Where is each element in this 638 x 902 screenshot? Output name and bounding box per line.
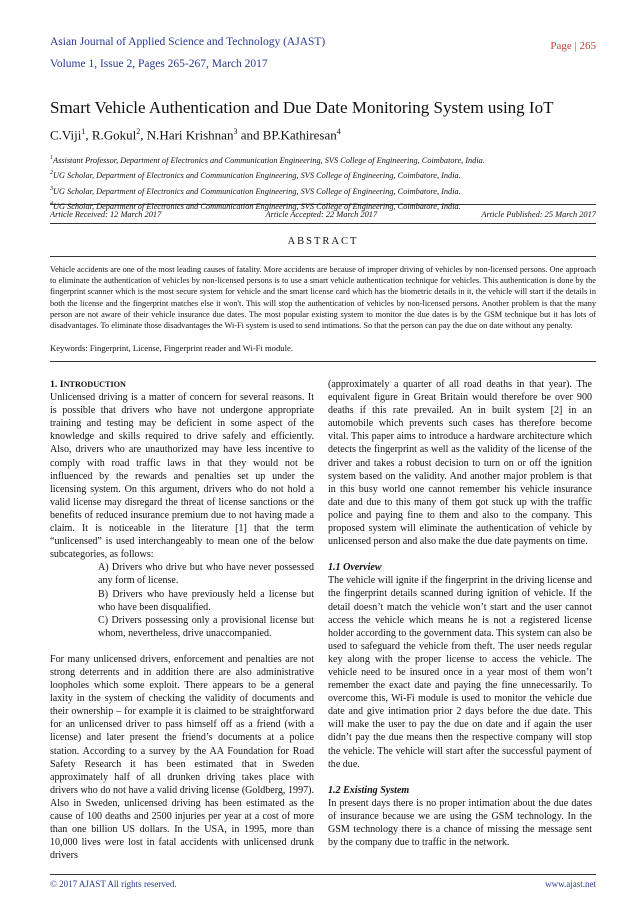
abstract-text: Vehicle accidents are one of the most leading causes of fatality. More accidents are because of improper driving of vehicles by non-licensed persons. One approach to eliminate the authentication of vehicles by non-licensed persons is to use a smart vehicle authentication technique for vehicles. This authentication is done by the fingerprint scanner which is the most secure system for vehicle and the smart license card which has the biometric details in it, the vehicle will start if the details in both the license and the fingerprint matches else it won't. This will stop the authentication of vehicles by non-licensed persons. Another problem is that the many person are not aware of their vehicle insurance due dates. The most popular existing system to monitor the due dates is by the GSM technique but it has lots of disadvantages. To eliminate those disadvantages the Wi-Fi system is used to send intimations. So that the person can pay the due on date without any penalty. (50, 265, 596, 331)
divider (50, 874, 596, 875)
author-sup: 4 (336, 127, 341, 136)
copyright: © 2017 AJAST All rights reserved. (50, 879, 177, 889)
divider (50, 361, 596, 362)
journal-name: Asian Journal of Applied Science and Technology (AJAST) (50, 36, 326, 48)
divider (50, 256, 596, 257)
author-sep: and (237, 127, 263, 143)
author-name: C.Viji (50, 127, 82, 143)
paragraph: Unlicensed driving is a matter of concern for several reasons. It is possible that drivers who have not undergone appropriate training and testing may be deficient in some aspect of the knowledge and skills required to drive safely and efficiently. Also, drivers who are unauthorized may have less incentive to comply with road traffic laws in that they would not be influenced by the rewards and penalties set up under the licensing system. On this argument, drivers who do not hold a valid license may disregard the threat of license sanctions or the benefits of reduced insurance premium due to not having made a claim. It is noticeable in the literature [1] that the term “unlicensed” is used interchangeably to mean one of the below subcategories, as follows: (50, 392, 314, 561)
affiliation-text: UG Scholar, Department of Electronics and Communication Engineering, SVS College of Engineering, Coimbatore, India. (53, 171, 461, 181)
page-number: Page | 265 (550, 40, 596, 52)
subsection-heading: 1.1 Overview (328, 562, 382, 574)
affiliation-text: Assistant Professor, Department of Electronics and Communication Engineering, SVS College of Engineering, Coimbatore, India. (53, 155, 485, 165)
paragraph: (approximately a quarter of all road deaths in that year). The equivalent figure in Great Britain would therefore be over 900 deaths if this rate prevailed. An in built system [2] in an automobile which prevents such cases has therefore become vital. This paper aims to introduce a hardware architecture which detects the fingerprint as well as the validity of the license of the driver and takes a robust decision to turn on or off the ignition system based on the validity. And another major problem is that in this busy world one cannot remember his vehicle insurance date and due to this many of them got stuck up with the traffic police and paying fine to them and also to the company. This proposed system will eliminate the authentication of vehicle by unlicensed person and also make the due date payments on time. (328, 379, 592, 548)
author-sup: 3 (233, 127, 238, 136)
spacer (328, 771, 592, 784)
heading-number: 1. I (50, 379, 64, 390)
author-sup: 1 (81, 127, 86, 136)
paper-title: Smart Vehicle Authentication and Due Date Monitoring System using IoT (50, 98, 554, 117)
list-item: A) Drivers who drive but who have never possessed any form of license. (98, 562, 314, 587)
spacer (328, 548, 592, 561)
heading-text: NTRODUCTION (63, 380, 126, 389)
affiliation-sup: 2 (50, 170, 53, 177)
website-link[interactable]: www.ajast.net (545, 879, 596, 889)
author-sep: , (85, 127, 92, 143)
subsection-heading: 1.2 Existing System (328, 784, 410, 796)
spacer (50, 640, 314, 653)
date-published: Article Published: 25 March 2017 (481, 210, 596, 219)
date-received: Article Received: 12 March 2017 (50, 210, 162, 219)
affiliation (50, 183, 596, 198)
journal-volume: Volume 1, Issue 2, Pages 265-267, March 2017 (50, 58, 268, 70)
abstract-heading: ABSTRACT (287, 236, 359, 247)
section-heading (50, 378, 314, 391)
author-name: BP.Kathiresan (262, 127, 337, 143)
author-list (50, 127, 341, 143)
date-accepted: Article Accepted: 22 March 2017 (265, 210, 378, 219)
column-right (328, 378, 592, 849)
column-left (50, 378, 314, 862)
affiliation-sup: 4 (50, 200, 53, 207)
affiliation-text: UG Scholar, Department of Electronics and Communication Engineering, SVS College of Engineering, Coimbatore, India. (53, 201, 461, 211)
author-sep: , (140, 127, 147, 143)
paragraph: The vehicle will ignite if the fingerprint in the driving license and the fingerprint details scanned during ignition of vehicle. If the detail doesn’t match the vehicle won’t start and the user cannot access the vehicle which means he is not a registered license holder according to the government data. This system can also be used to safeguard the vehicle from theft. The user needs regular key along with the proper license to access the vehicle. The vehicle need to be insured once in a year most of them won’t remember the exact date and paying the fine unnecessarily. To overcome this, Wi-Fi module is used to monitor the vehicle due date and give intimation prior 2 days before the due date. This will make the user to pay the due on date and if again the user didn’t pay the due means then the respective company will stop the vehicle. The vehicle will start after the successful payment of the due. (328, 575, 592, 770)
affiliation (50, 152, 596, 167)
keywords: Keywords: Fingerprint, License, Fingerprint reader and Wi-Fi module. (50, 343, 293, 353)
affiliation-sup: 1 (50, 155, 53, 161)
list-item: C) Drivers possessing only a provisional license but whom, nevertheless, drive unaccompanied. (98, 614, 314, 639)
author-name: N.Hari Krishnan (146, 127, 234, 143)
affiliation-sup: 3 (50, 185, 53, 192)
divider (50, 204, 596, 205)
paragraph: In present days there is no proper intimation about the due dates of insurance because we are using the GSM technology. In the GSM technology there is a chance of missing the message sent by the company due to traffic in the network. (328, 797, 592, 849)
affiliation-text: UG Scholar, Department of Electronics and Communication Engineering, SVS College of Engineering, Coimbatore, India. (53, 186, 461, 196)
paragraph: For many unlicensed drivers, enforcement and penalties are not strong deterrents and in addition there are also administrative loopholes which some exploit. There appears to be a general laxity in the system of checking the validity of documents and their ownership – for example it is claimed to be straightforward for an unlicensed driver to pass himself off as a friend (with a license) and later present the friend’s documents at a police station. According to a survey by the AA Foundation for Road Safety Research it has been estimated that in Sweden approximately half of all drunken driving takes place with drivers who do not have a valid driving license (Goldberg, 1997). Also in Sweden, unlicensed driving has been estimated as the cause of 100 deaths and 2500 injuries per year at a cost of more than one billion US dollars. In the USA, in 1995, more than 10,000 lives were lost in fatal accidents with unlicensed drunk drivers (50, 653, 314, 862)
author-sup: 2 (136, 127, 141, 136)
article-dates (50, 210, 596, 219)
list-item: B) Drivers who have previously held a license but who have been disqualified. (98, 588, 314, 613)
divider (50, 223, 596, 224)
author-name: R.Gokul (91, 127, 137, 143)
affiliation (50, 167, 596, 182)
